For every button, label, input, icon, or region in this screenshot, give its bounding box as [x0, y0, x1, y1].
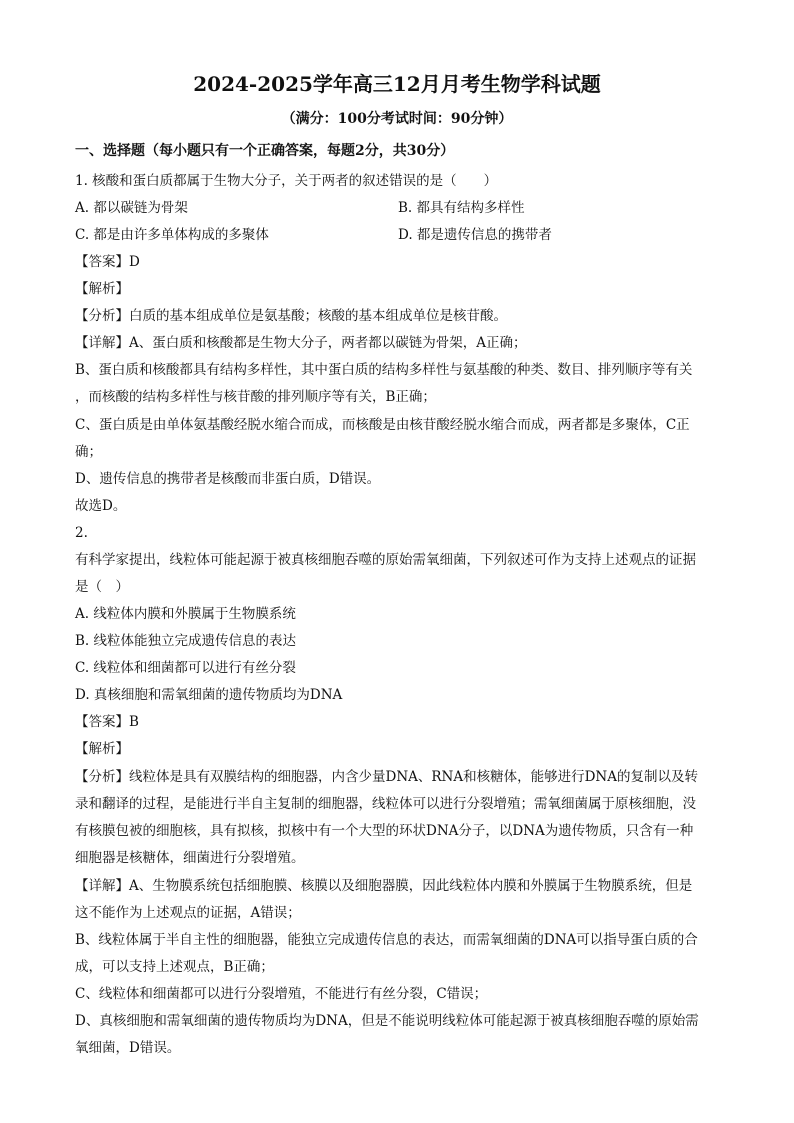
q1-stem: 1. 核酸和蛋白质都属于生物大分子，关于两者的叙述错误的是（ ）: [75, 173, 498, 189]
section-heading: 一、选择题（每小题只有一个正确答案，每题2分，共30分）: [75, 143, 455, 159]
q2-analysis-line: 【详解】A、生物膜系统包括细胞膜、核膜以及细胞器膜，因此线粒体内膜和外膜属于生物膜系统，但是: [75, 878, 693, 894]
q2-option-d: D. 真核细胞和需氧细菌的遗传物质均为DNA: [75, 687, 343, 703]
page-title: 2024-2025学年高三12月月考生物学科试题: [193, 72, 601, 96]
q2-analysis-line: 有核膜包被的细胞核，具有拟核，拟核中有一个大型的环状DNA分子，以DNA为遗传物质，只含有一种: [75, 823, 694, 839]
q1-option-d: D. 都是遗传信息的携带者: [398, 227, 552, 243]
q2-analysis-line: 成，可以支持上述观点，B正确；: [75, 959, 274, 975]
q2-analysis-line: 录和翻译的过程，是能进行半自主复制的细胞器，线粒体可以进行分裂增殖；需氧细菌属于原核细胞，没: [75, 796, 696, 812]
q2-answer: 【答案】B: [75, 714, 139, 730]
q1-analysis-line: C、蛋白质是由单体氨基酸经脱水缩合而成，而核酸是由核苷酸经脱水缩合而成，两者都是多聚体，C正: [75, 417, 690, 433]
q2-option-a: A. 线粒体内膜和外膜属于生物膜系统: [75, 606, 296, 622]
q2-analysis-line: 细胞器是核糖体，细菌进行分裂增殖。: [75, 850, 305, 866]
q1-analysis-line: B、蛋白质和核酸都具有结构多样性，其中蛋白质的结构多样性与氨基酸的种类、数目、排列顺序等有关: [75, 362, 693, 378]
q2-option-b: B. 线粒体能独立完成遗传信息的表达: [75, 633, 297, 649]
q1-analysis-line: D、遗传信息的携带者是核酸而非蛋白质，D错误。: [75, 471, 381, 487]
q1-analysis-label: 【解析】: [75, 281, 129, 297]
q1-answer: 【答案】D: [75, 254, 140, 270]
q1-analysis-line: 确；: [75, 444, 102, 460]
q2-number: 2.: [75, 525, 88, 541]
q2-stem-line: 有科学家提出，线粒体可能起源于被真核细胞吞噬的原始需氧细菌，下列叙述可作为支持上述观点的证据: [75, 552, 696, 568]
q1-option-b: B. 都具有结构多样性: [398, 200, 525, 216]
q1-analysis-line: 【分析】白质的基本组成单位是氨基酸；核酸的基本组成单位是核苷酸。: [75, 308, 507, 324]
q2-analysis-line: D、真核细胞和需氧细菌的遗传物质均为DNA，但是不能说明线粒体可能起源于被真核细胞吞噬的原始需: [75, 1013, 699, 1029]
q1-analysis-line: 【详解】A、蛋白质和核酸都是生物大分子，两者都以碳链为骨架，A正确；: [75, 335, 527, 351]
q2-stem-line: 是（ ）: [75, 579, 129, 595]
q2-analysis-line: 这不能作为上述观点的证据，A错误；: [75, 905, 301, 921]
q2-analysis-line: C、线粒体和细菌都可以进行分裂增殖，不能进行有丝分裂，C错误；: [75, 986, 488, 1002]
q2-analysis-line: 氧细菌，D错误。: [75, 1040, 181, 1056]
page-subtitle: （满分：100分考试时间：90分钟）: [281, 111, 513, 127]
q2-analysis-line: 【分析】线粒体是具有双膜结构的细胞器，内含少量DNA、RNA和核糖体，能够进行DNA的复制以及转: [75, 769, 698, 785]
q2-analysis-line: B、线粒体属于半自主性的细胞器，能独立完成遗传信息的表达，而需氧细菌的DNA可以指导蛋白质的合: [75, 932, 698, 948]
q1-analysis-line: ，而核酸的结构多样性与核苷酸的排列顺序等有关，B正确；: [75, 389, 436, 405]
q1-option-a: A. 都以碳链为骨架: [75, 200, 188, 216]
q1-analysis-line: 故选D。: [75, 498, 127, 514]
q1-option-c: C. 都是由许多单体构成的多聚体: [75, 227, 269, 243]
q2-option-c: C. 线粒体和细菌都可以进行有丝分裂: [75, 660, 296, 676]
q2-analysis-label: 【解析】: [75, 741, 129, 757]
